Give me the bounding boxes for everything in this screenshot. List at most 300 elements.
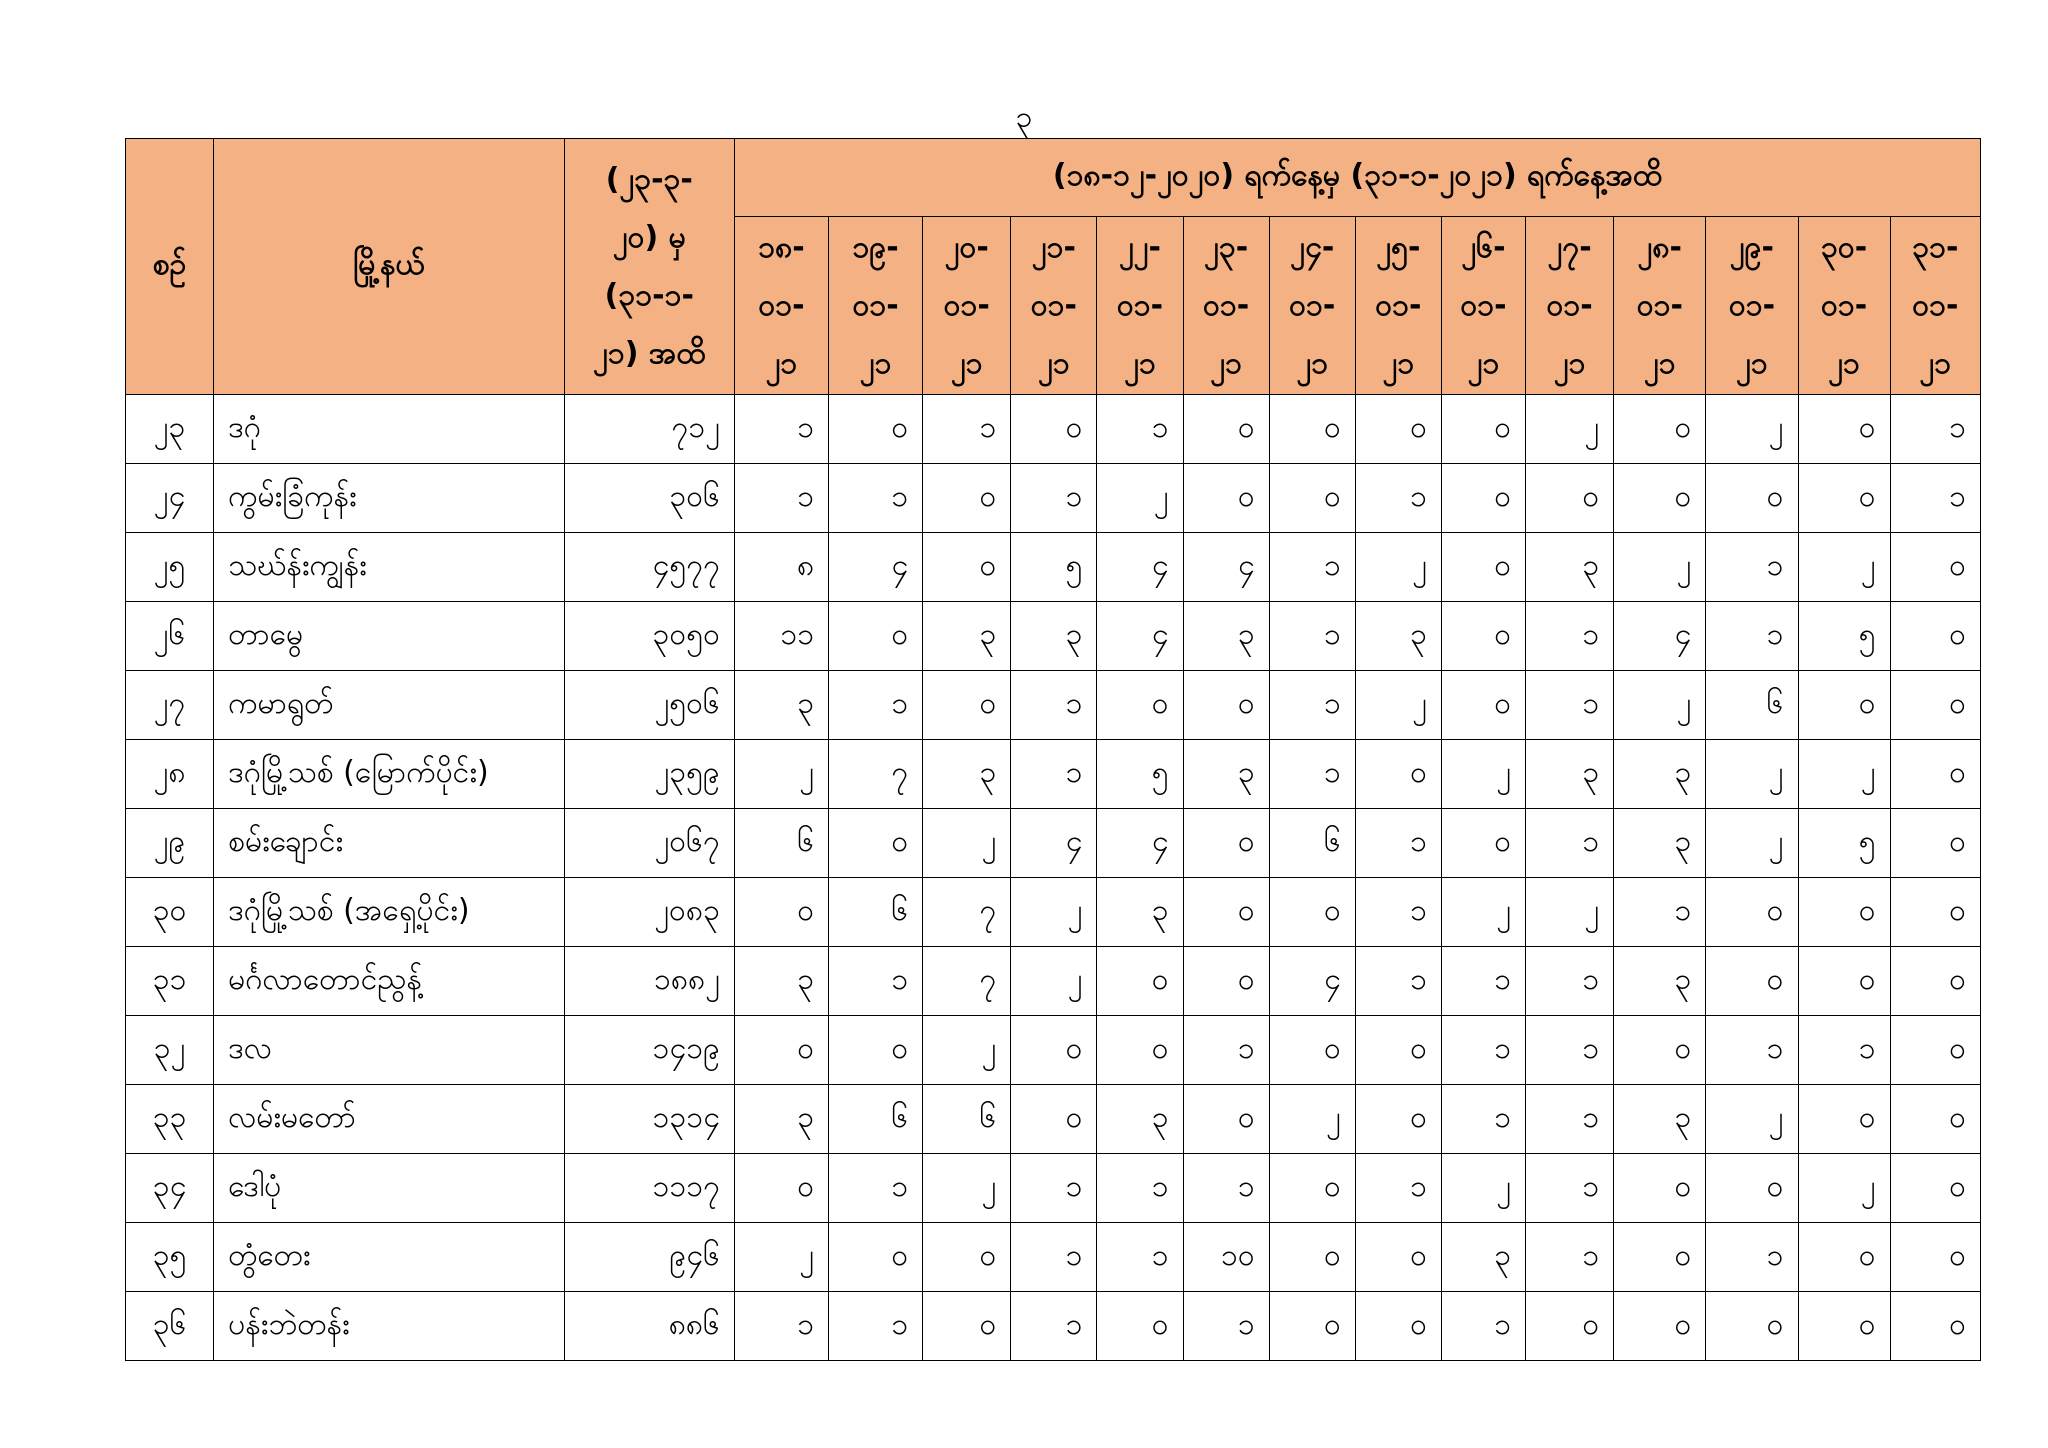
day-value-cell: ၀ <box>1890 671 1980 740</box>
day-value-cell: ၂ <box>1269 1085 1355 1154</box>
day-value-cell: ၁ <box>1441 1085 1525 1154</box>
day-value-cell: ၃ <box>1614 947 1706 1016</box>
serial-cell: ၂၅ <box>126 533 214 602</box>
total-cell: ၄၅၇၇ <box>564 533 734 602</box>
day-value-cell: ၀ <box>1890 1085 1980 1154</box>
day-value-cell: ၁ <box>1706 602 1798 671</box>
day-value-cell: ၁ <box>1183 1292 1269 1361</box>
day-value-cell: ၄ <box>1011 809 1097 878</box>
day-value-cell: ၁ <box>1706 1223 1798 1292</box>
day-value-cell: ၂ <box>1011 878 1097 947</box>
day-header-line: ၂၁ <box>859 345 892 381</box>
day-value-cell: ၁ <box>1183 1016 1269 1085</box>
day-value-cell: ၀ <box>1798 671 1890 740</box>
day-header <box>1706 217 1798 395</box>
day-header-stack <box>1614 219 1705 393</box>
day-value-cell: ၀ <box>1890 740 1980 809</box>
day-header <box>1526 217 1614 395</box>
day-value-cell: ၅ <box>1798 809 1890 878</box>
day-value-cell: ၀ <box>1706 947 1798 1016</box>
day-header-line: ၂၁ <box>1919 345 1952 381</box>
day-value-cell: ၁ <box>829 1154 923 1223</box>
day-value-cell: ၀ <box>1526 464 1614 533</box>
day-value-cell: ၀ <box>1614 1223 1706 1292</box>
day-value-cell: ၂ <box>734 1223 828 1292</box>
day-value-cell: ၀ <box>829 602 923 671</box>
day-value-cell: ၀ <box>1706 1292 1798 1361</box>
serial-cell: ၃၅ <box>126 1223 214 1292</box>
day-header-line: ၂၀- <box>944 229 989 265</box>
day-header-line: ၂၂- <box>1119 229 1161 265</box>
day-value-cell: ၁ <box>1526 602 1614 671</box>
day-header-line: ၀၁- <box>1030 287 1077 323</box>
serial-cell: ၃၆ <box>126 1292 214 1361</box>
day-value-cell: ၀ <box>829 809 923 878</box>
day-value-cell: ၀ <box>1441 464 1525 533</box>
day-header-line: ၀၁- <box>1375 287 1422 323</box>
day-header-stack <box>1799 219 1890 393</box>
table-row <box>126 1154 1981 1223</box>
day-header-line: ၂၆- <box>1461 229 1506 265</box>
day-value-cell: ၀ <box>1798 1223 1890 1292</box>
day-value-cell: ၀ <box>1798 1085 1890 1154</box>
day-value-cell: ၃ <box>923 740 1011 809</box>
day-value-cell: ၁ <box>1526 671 1614 740</box>
township-cell: မင်္ဂလာတောင်ညွန့် <box>214 947 565 1016</box>
day-value-cell: ၀ <box>1355 1292 1441 1361</box>
serial-cell: ၂၇ <box>126 671 214 740</box>
day-value-cell: ၁ <box>1097 1223 1183 1292</box>
day-value-cell: ၀ <box>1614 1154 1706 1223</box>
day-value-cell: ၄ <box>1097 533 1183 602</box>
day-value-cell: ၀ <box>734 1154 828 1223</box>
day-value-cell: ၀ <box>1355 740 1441 809</box>
day-value-cell: ၂ <box>734 740 828 809</box>
day-header <box>1441 217 1525 395</box>
township-cell: တာမွေ <box>214 602 565 671</box>
day-value-cell: ၁ <box>734 464 828 533</box>
day-value-cell: ၀ <box>1890 533 1980 602</box>
day-header <box>1097 217 1183 395</box>
day-header-line: ၂၁ <box>1124 345 1156 381</box>
day-value-cell: ၃ <box>1614 740 1706 809</box>
day-header-line: ၂၄- <box>1290 229 1335 265</box>
day-value-cell: ၂ <box>1526 395 1614 464</box>
total-header-line: ၂၁) အထိ <box>593 335 706 371</box>
township-cell: ဒဂုံမြို့သစ် (အရှေ့ပိုင်း) <box>214 878 565 947</box>
day-value-cell: ၁ <box>1011 1223 1097 1292</box>
serial-cell: ၂၄ <box>126 464 214 533</box>
day-value-cell: ၁ <box>1011 740 1097 809</box>
day-value-cell: ၀ <box>1441 602 1525 671</box>
day-value-cell: ၃ <box>1183 602 1269 671</box>
day-value-cell: ၃ <box>1526 740 1614 809</box>
day-value-cell: ၂ <box>1355 533 1441 602</box>
township-cell: စမ်းချောင်း <box>214 809 565 878</box>
day-value-cell: ၈ <box>734 533 828 602</box>
day-value-cell: ၃ <box>734 671 828 740</box>
day-value-cell: ၄ <box>1183 533 1269 602</box>
day-value-cell: ၁ <box>1706 1016 1798 1085</box>
total-cell: ၂၀၆၇ <box>564 809 734 878</box>
day-value-cell: ၄ <box>1269 947 1355 1016</box>
day-value-cell: ၂ <box>1706 395 1798 464</box>
day-value-cell: ၁၁ <box>734 602 828 671</box>
day-value-cell: ၁ <box>1011 671 1097 740</box>
table-header <box>126 139 1981 395</box>
day-value-cell: ၀ <box>1614 464 1706 533</box>
day-value-cell: ၆ <box>923 1085 1011 1154</box>
day-header-line: ၂၁- <box>1031 229 1076 265</box>
day-value-cell: ၀ <box>1798 947 1890 1016</box>
day-value-cell: ၃ <box>1526 533 1614 602</box>
day-value-cell: ၁ <box>1441 947 1525 1016</box>
day-value-cell: ၀ <box>923 464 1011 533</box>
day-value-cell: ၂ <box>1798 533 1890 602</box>
day-value-cell: ၁ <box>1269 740 1355 809</box>
day-value-cell: ၀ <box>923 671 1011 740</box>
day-header-line: ၀၁- <box>1820 287 1868 323</box>
day-value-cell: ၀ <box>1269 878 1355 947</box>
day-value-cell: ၂ <box>1798 740 1890 809</box>
day-header-line: ၂၁ <box>1736 345 1768 381</box>
day-header-line: ၀၁- <box>1546 287 1593 323</box>
day-header-line: ၀၁- <box>1460 287 1507 323</box>
serial-cell: ၂၆ <box>126 602 214 671</box>
day-value-cell: ၀ <box>1441 395 1525 464</box>
day-value-cell: ၆ <box>829 1085 923 1154</box>
day-header-line: ၂၁ <box>1828 345 1860 381</box>
day-value-cell: ၂ <box>1355 671 1441 740</box>
day-value-cell: ၁ <box>829 1292 923 1361</box>
table-row <box>126 878 1981 947</box>
day-header-line: ၁၉- <box>852 229 899 265</box>
day-value-cell: ၂ <box>1706 1085 1798 1154</box>
township-cell: တွံတေး <box>214 1223 565 1292</box>
day-value-cell: ၀ <box>1183 1085 1269 1154</box>
day-value-cell: ၁ <box>1526 1016 1614 1085</box>
day-value-cell: ၀ <box>1890 809 1980 878</box>
day-value-cell: ၁ <box>1183 1154 1269 1223</box>
day-value-cell: ၀ <box>1269 1154 1355 1223</box>
table-row <box>126 740 1981 809</box>
day-header-line: ၂၇- <box>1547 229 1592 265</box>
day-header-line: ၀၁- <box>1203 287 1250 323</box>
day-header <box>829 217 923 395</box>
day-header-line: ၀၁- <box>943 287 990 323</box>
day-value-cell: ၁ <box>1526 1085 1614 1154</box>
day-value-cell: ၁ <box>1890 464 1980 533</box>
serial-cell: ၃၁ <box>126 947 214 1016</box>
day-value-cell: ၀ <box>923 1223 1011 1292</box>
day-header <box>734 217 828 395</box>
serial-cell: ၃၀ <box>126 878 214 947</box>
day-value-cell: ၀ <box>1798 1292 1890 1361</box>
day-value-cell: ၀ <box>923 1292 1011 1361</box>
day-header-stack <box>1706 219 1797 393</box>
day-value-cell: ၀ <box>1269 1223 1355 1292</box>
day-value-cell: ၁ <box>1441 1292 1525 1361</box>
day-value-cell: ၁ <box>1798 1016 1890 1085</box>
day-header <box>1890 217 1980 395</box>
total-header-line: (၃၁-၁- <box>604 277 694 313</box>
day-header-line: ၂၁ <box>950 345 983 381</box>
day-value-cell: ၀ <box>1269 395 1355 464</box>
day-header-stack <box>735 219 828 393</box>
township-cell: ဒလ <box>214 1016 565 1085</box>
day-header <box>1269 217 1355 395</box>
day-value-cell: ၃ <box>1097 878 1183 947</box>
day-header-line: ၀၁- <box>1636 287 1683 323</box>
table-row <box>126 602 1981 671</box>
total-header-line: (၂၃-၃- <box>605 161 693 197</box>
table-row <box>126 1223 1981 1292</box>
day-header-line: ၀၁- <box>1289 287 1336 323</box>
day-value-cell: ၀ <box>1183 809 1269 878</box>
day-value-cell: ၁ <box>1706 533 1798 602</box>
day-header-stack <box>829 219 922 393</box>
day-value-cell: ၀ <box>1011 1085 1097 1154</box>
day-value-cell: ၃ <box>1614 809 1706 878</box>
day-header <box>1798 217 1890 395</box>
day-value-cell: ၀ <box>1890 1292 1980 1361</box>
day-value-cell: ၅ <box>1798 602 1890 671</box>
day-value-cell: ၀ <box>734 1016 828 1085</box>
serial-cell: ၃၂ <box>126 1016 214 1085</box>
total-cell: ၉၄၆ <box>564 1223 734 1292</box>
day-header-line: ၁၈- <box>758 229 805 265</box>
day-value-cell: ၀ <box>829 395 923 464</box>
day-value-cell: ၂ <box>1798 1154 1890 1223</box>
day-header <box>923 217 1011 395</box>
total-cell: ၁၈၈၂ <box>564 947 734 1016</box>
day-value-cell: ၁ <box>734 395 828 464</box>
total-cell: ၁၄၁၉ <box>564 1016 734 1085</box>
period-header: (၁၈-၁၂-၂၀၂၀) ရက်နေ့မှ (၃၁-၁-၂၀၂၁) ရက်နေ့အထိ <box>734 139 1980 217</box>
day-value-cell: ၁ <box>1355 809 1441 878</box>
table-body <box>126 395 1981 1361</box>
day-header-stack <box>1442 219 1525 393</box>
day-value-cell: ၂ <box>1441 878 1525 947</box>
day-header-stack <box>1097 219 1182 393</box>
day-value-cell: ၀ <box>1183 395 1269 464</box>
day-header <box>1614 217 1706 395</box>
day-value-cell: ၂ <box>1706 809 1798 878</box>
day-value-cell: ၅ <box>1097 740 1183 809</box>
day-value-cell: ၀ <box>1097 1016 1183 1085</box>
township-cell: ကွမ်းခြံကုန်း <box>214 464 565 533</box>
day-header-line: ၂၁ <box>1038 345 1070 381</box>
total-cell: ၁၁၁၇ <box>564 1154 734 1223</box>
day-value-cell: ၃ <box>1011 602 1097 671</box>
day-value-cell: ၀ <box>923 533 1011 602</box>
day-value-cell: ၂ <box>923 809 1011 878</box>
day-value-cell: ၇ <box>829 740 923 809</box>
day-value-cell: ၀ <box>734 878 828 947</box>
day-value-cell: ၆ <box>829 878 923 947</box>
day-value-cell: ၆ <box>1706 671 1798 740</box>
day-header-stack <box>1891 219 1980 393</box>
day-value-cell: ၃ <box>1441 1223 1525 1292</box>
day-value-cell: ၀ <box>1011 1016 1097 1085</box>
day-value-cell: ၄ <box>1614 602 1706 671</box>
total-header-line: ၂၀) မှ <box>612 219 686 255</box>
day-value-cell: ၀ <box>1526 1292 1614 1361</box>
day-value-cell: ၁ <box>829 947 923 1016</box>
day-value-cell: ၀ <box>1890 1223 1980 1292</box>
table-row <box>126 533 1981 602</box>
day-value-cell: ၀ <box>1614 395 1706 464</box>
day-value-cell: ၄ <box>1097 602 1183 671</box>
day-value-cell: ၀ <box>1097 671 1183 740</box>
day-header-stack <box>1270 219 1355 393</box>
day-header-line: ၂၉- <box>1729 229 1774 265</box>
day-value-cell: ၂ <box>1097 464 1183 533</box>
day-header-line: ၀၁- <box>1116 287 1164 323</box>
day-value-cell: ၁ <box>1011 464 1097 533</box>
day-value-cell: ၂ <box>1706 740 1798 809</box>
day-header-line: ၃၀- <box>1820 229 1868 265</box>
day-value-cell: ၀ <box>1798 878 1890 947</box>
day-value-cell: ၁ <box>734 1292 828 1361</box>
day-value-cell: ၁ <box>1355 947 1441 1016</box>
day-value-cell: ၁ <box>1526 1154 1614 1223</box>
day-value-cell: ၀ <box>1097 947 1183 1016</box>
table-row <box>126 947 1981 1016</box>
day-header-stack <box>1011 219 1096 393</box>
day-value-cell: ၁ <box>1890 395 1980 464</box>
day-value-cell: ၂ <box>1614 533 1706 602</box>
day-value-cell: ၀ <box>1798 395 1890 464</box>
table-row <box>126 395 1981 464</box>
day-value-cell: ၀ <box>1890 947 1980 1016</box>
day-value-cell: ၅ <box>1011 533 1097 602</box>
day-value-cell: ၃ <box>1183 740 1269 809</box>
day-value-cell: ၂ <box>923 1016 1011 1085</box>
day-value-cell: ၇ <box>923 947 1011 1016</box>
day-value-cell: ၁ <box>829 464 923 533</box>
day-header-line: ၂၅- <box>1376 229 1421 265</box>
day-value-cell: ၀ <box>1269 464 1355 533</box>
day-value-cell: ၁ <box>1355 1154 1441 1223</box>
day-value-cell: ၀ <box>1183 464 1269 533</box>
day-value-cell: ၃ <box>734 947 828 1016</box>
table-row <box>126 671 1981 740</box>
township-cell: သဃ်န်းကျွန်း <box>214 533 565 602</box>
day-header-line: ၀၁- <box>852 287 899 323</box>
day-value-cell: ၂ <box>1441 740 1525 809</box>
serial-header: စဉ် <box>126 139 214 395</box>
day-header-line: ၂၁ <box>765 345 798 381</box>
day-value-cell: ၇ <box>923 878 1011 947</box>
day-value-cell: ၁ <box>1011 1154 1097 1223</box>
day-value-cell: ၃ <box>923 602 1011 671</box>
day-header-line: ၂၁ <box>1553 345 1586 381</box>
day-value-cell: ၂ <box>1526 878 1614 947</box>
day-header <box>1183 217 1269 395</box>
table-row <box>126 464 1981 533</box>
township-cell: ဒဂုံ <box>214 395 565 464</box>
day-value-cell: ၀ <box>1614 1292 1706 1361</box>
day-value-cell: ၀ <box>829 1223 923 1292</box>
day-value-cell: ၀ <box>1269 1016 1355 1085</box>
day-value-cell: ၁ <box>1355 464 1441 533</box>
day-header-stack <box>1184 219 1269 393</box>
table-row <box>126 1292 1981 1361</box>
total-cell: ၇၁၂ <box>564 395 734 464</box>
day-value-cell: ၄ <box>829 533 923 602</box>
township-cell: ပန်းဘဲတန်း <box>214 1292 565 1361</box>
day-value-cell: ၁ <box>829 671 923 740</box>
serial-cell: ၃၃ <box>126 1085 214 1154</box>
day-value-cell: ၂ <box>923 1154 1011 1223</box>
day-value-cell: ၁ <box>1269 533 1355 602</box>
day-value-cell: ၀ <box>1441 809 1525 878</box>
day-value-cell: ၁ <box>1269 602 1355 671</box>
day-header-line: ၂၁ <box>1467 345 1500 381</box>
day-header-line: ၀၁- <box>758 287 805 323</box>
day-value-cell: ၁ <box>1614 878 1706 947</box>
day-value-cell: ၃ <box>734 1085 828 1154</box>
day-value-cell: ၁၀ <box>1183 1223 1269 1292</box>
day-value-cell: ၀ <box>1183 878 1269 947</box>
day-value-cell: ၀ <box>1706 464 1798 533</box>
table-row <box>126 809 1981 878</box>
day-value-cell: ၀ <box>1355 1085 1441 1154</box>
day-value-cell: ၃ <box>1614 1085 1706 1154</box>
day-value-cell: ၀ <box>1441 533 1525 602</box>
serial-cell: ၃၄ <box>126 1154 214 1223</box>
total-cell: ၂၀၈၃ <box>564 878 734 947</box>
serial-cell: ၂၃ <box>126 395 214 464</box>
day-value-cell: ၀ <box>1355 395 1441 464</box>
day-value-cell: ၁ <box>1269 671 1355 740</box>
day-value-cell: ၀ <box>1890 1016 1980 1085</box>
day-header-line: ၂၁ <box>1382 345 1415 381</box>
day-value-cell: ၁ <box>1526 947 1614 1016</box>
day-header <box>1011 217 1097 395</box>
day-value-cell: ၀ <box>1706 1154 1798 1223</box>
day-value-cell: ၀ <box>1614 1016 1706 1085</box>
day-header-line: ၂၃- <box>1204 229 1249 265</box>
day-header-stack <box>923 219 1010 393</box>
day-value-cell: ၃ <box>1097 1085 1183 1154</box>
day-header-line: ၀၁- <box>1912 287 1959 323</box>
day-value-cell: ၁ <box>1441 1016 1525 1085</box>
day-value-cell: ၀ <box>1441 671 1525 740</box>
day-value-cell: ၀ <box>1890 878 1980 947</box>
day-value-cell: ၀ <box>1183 947 1269 1016</box>
table-row <box>126 1085 1981 1154</box>
day-header-line: ၂၁ <box>1210 345 1242 381</box>
day-value-cell: ၆ <box>734 809 828 878</box>
day-value-cell: ၁ <box>1526 809 1614 878</box>
day-value-cell: ၂ <box>1441 1154 1525 1223</box>
day-value-cell: ၁ <box>1355 878 1441 947</box>
day-value-cell: ၀ <box>1890 1154 1980 1223</box>
total-cell: ၃၀၅၀ <box>564 602 734 671</box>
day-value-cell: ၀ <box>1706 878 1798 947</box>
day-value-cell: ၀ <box>829 1016 923 1085</box>
total-cell: ၁၃၁၄ <box>564 1085 734 1154</box>
day-value-cell: ၀ <box>1355 1223 1441 1292</box>
day-value-cell: ၀ <box>1011 395 1097 464</box>
township-cell: ဒဂုံမြို့သစ် (မြောက်ပိုင်း) <box>214 740 565 809</box>
township-cell: ဒေါပုံ <box>214 1154 565 1223</box>
day-value-cell: ၀ <box>1183 671 1269 740</box>
day-value-cell: ၄ <box>1097 809 1183 878</box>
day-header-stack <box>1356 219 1441 393</box>
